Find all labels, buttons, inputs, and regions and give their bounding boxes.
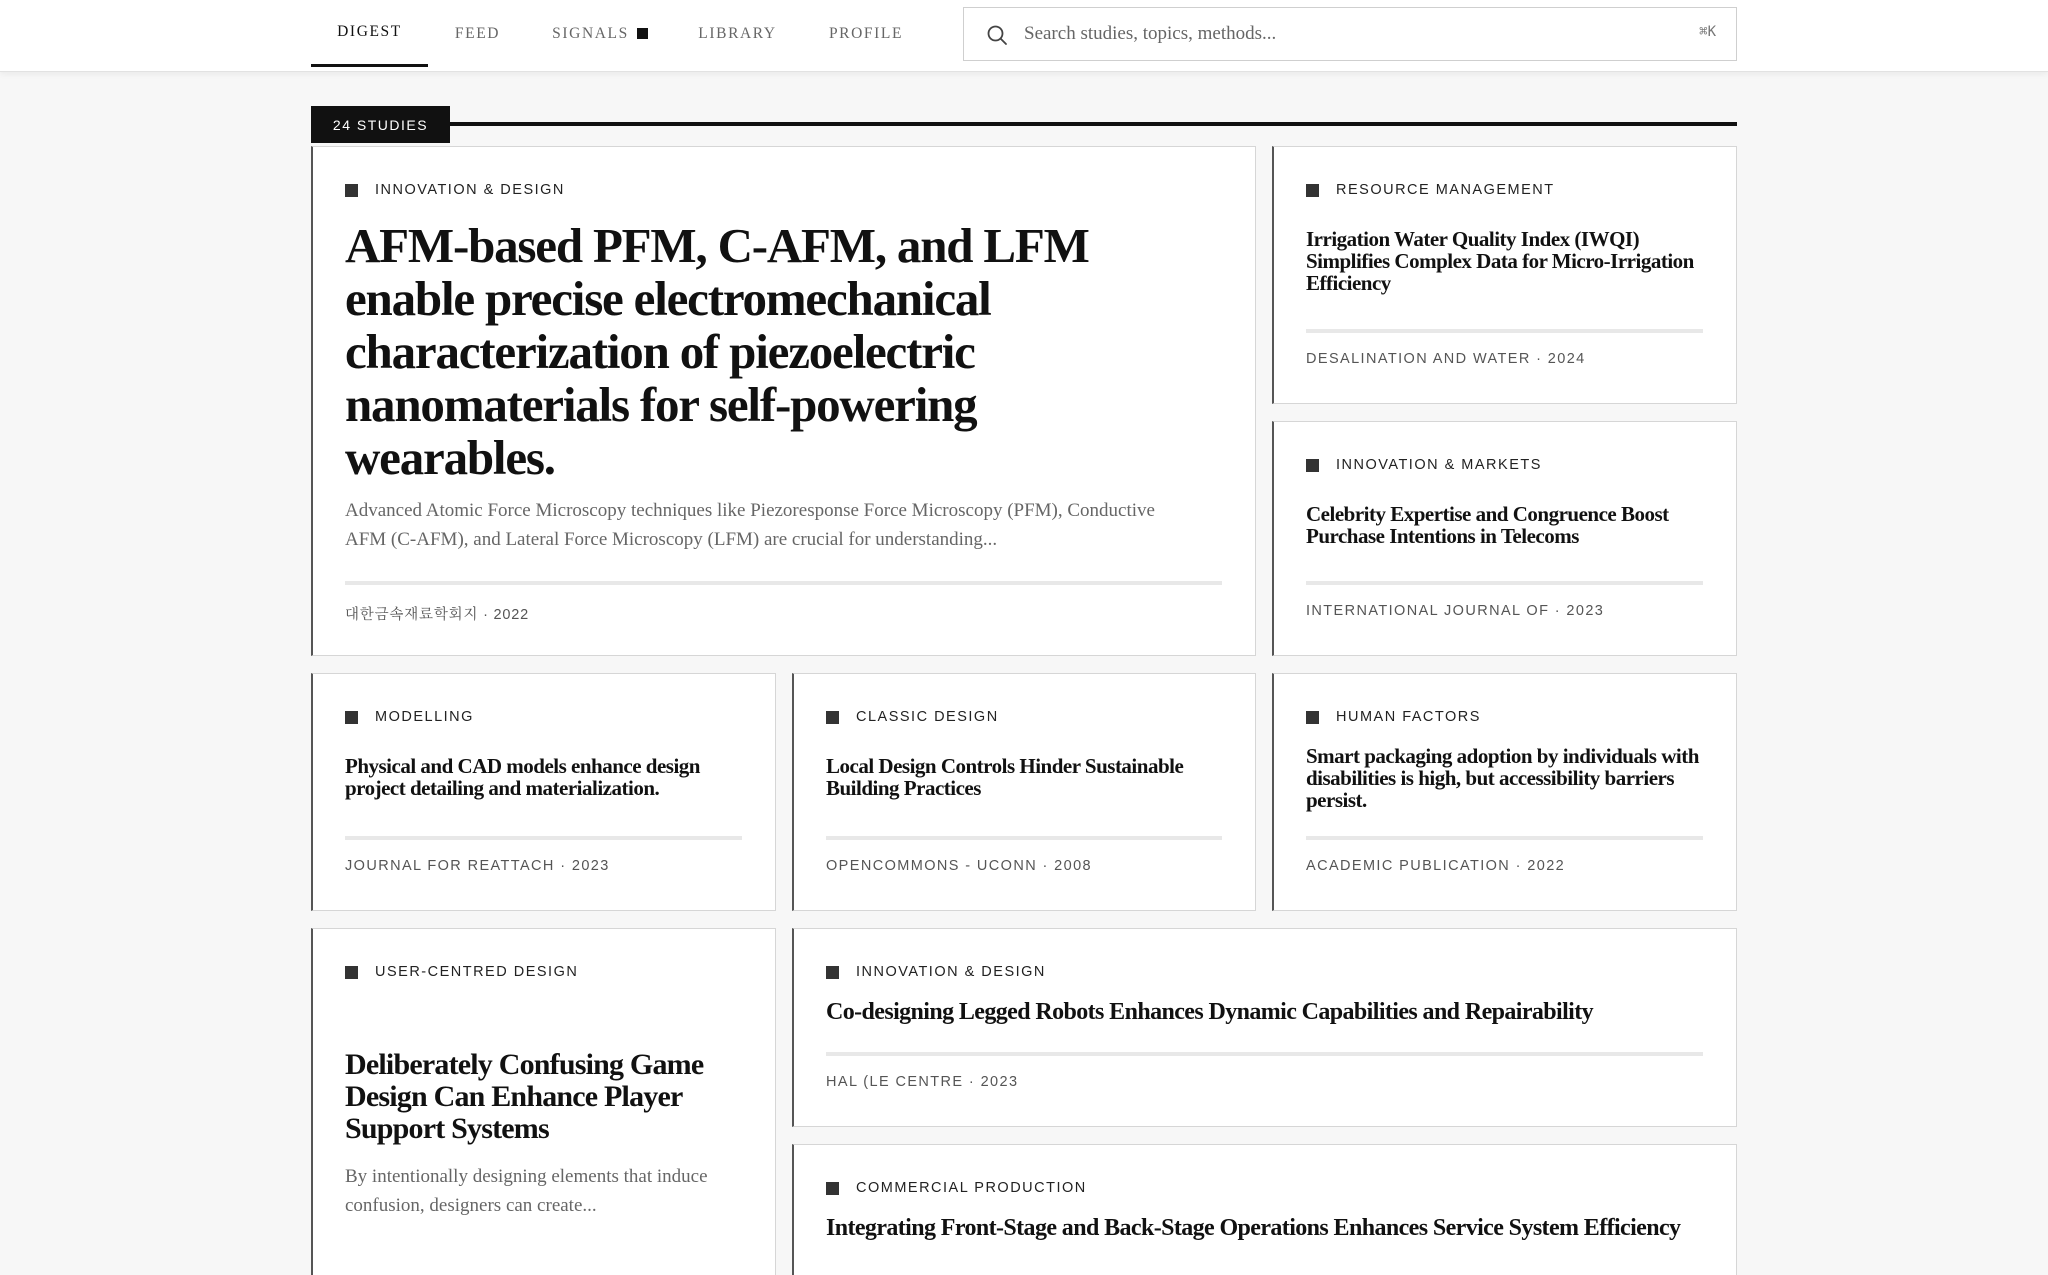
card-meta: 대한금속재료학회지 · 2022 bbox=[345, 607, 530, 623]
card-title[interactable]: Celebrity Expertise and Congruence Boost Purchase Intentions in Telecoms bbox=[1306, 502, 1669, 548]
tab-feed-label: FEED bbox=[454, 24, 501, 42]
tab-profile[interactable] bbox=[815, 0, 917, 67]
card-meta: DESALINATION AND WATER · 2024 bbox=[1306, 351, 1586, 367]
studies-count-badge bbox=[311, 106, 450, 143]
card-title[interactable]: Local Design Controls Hinder Sustainable Building Practices bbox=[826, 754, 1184, 800]
category-square-icon bbox=[826, 1182, 839, 1195]
card-meta: ACADEMIC PUBLICATION · 2022 bbox=[1306, 858, 1566, 874]
section-rule bbox=[450, 122, 1737, 126]
study-card[interactable] bbox=[1272, 146, 1737, 404]
card-category: HUMAN FACTORS bbox=[1306, 709, 1481, 725]
card-category: COMMERCIAL PRODUCTION bbox=[826, 1180, 1087, 1196]
card-divider bbox=[1306, 581, 1703, 585]
tab-profile-label: PROFILE bbox=[828, 24, 904, 42]
card-excerpt: By intentionally designing elements that induce confusion, designers can create... bbox=[345, 1166, 708, 1216]
card-category: RESOURCE MANAGEMENT bbox=[1306, 182, 1555, 198]
card-title[interactable]: Integrating Front-Stage and Back-Stage Operations Enhances Service System Efficiency bbox=[826, 1215, 1681, 1241]
tab-signals[interactable] bbox=[540, 0, 660, 67]
study-card[interactable] bbox=[1272, 673, 1737, 911]
card-category: INNOVATION & MARKETS bbox=[1306, 457, 1542, 473]
card-category: MODELLING bbox=[345, 709, 474, 725]
study-card[interactable] bbox=[792, 1144, 1737, 1275]
card-divider bbox=[826, 836, 1222, 840]
tab-digest[interactable] bbox=[311, 0, 428, 67]
card-title[interactable]: AFM-based PFM, C-AFM, and LFM enable precise electromechanical characterization of piezoelectric nanomaterials for self-powering wearables. bbox=[345, 218, 1089, 485]
card-category: INNOVATION & DESIGN bbox=[826, 964, 1046, 980]
card-title[interactable]: Irrigation Water Quality Index (IWQI) Simplifies Complex Data for Micro-Irrigation Efficiency bbox=[1306, 227, 1694, 295]
card-divider bbox=[1306, 836, 1703, 840]
card-category: CLASSIC DESIGN bbox=[826, 709, 999, 725]
tab-digest-label: DIGEST bbox=[337, 23, 402, 40]
card-title[interactable]: Smart packaging adoption by individuals with disabilities is high, but accessibility barriers persist. bbox=[1306, 744, 1699, 812]
card-meta: JOURNAL FOR REATTACH · 2023 bbox=[345, 858, 610, 874]
card-category: INNOVATION & DESIGN bbox=[345, 182, 565, 198]
signals-indicator-icon bbox=[637, 28, 648, 39]
category-square-icon bbox=[1306, 711, 1319, 724]
card-divider bbox=[826, 1052, 1703, 1056]
tab-signals-label: SIGNALS bbox=[552, 24, 629, 42]
card-category: USER-CENTRED DESIGN bbox=[345, 964, 578, 980]
top-navigation-bar bbox=[0, 0, 2048, 72]
category-square-icon bbox=[345, 184, 358, 197]
category-square-icon bbox=[1306, 459, 1319, 472]
study-card-featured[interactable] bbox=[311, 146, 1256, 656]
search-input[interactable] bbox=[1024, 8, 1644, 59]
studies-count-label: 24 STUDIES bbox=[332, 116, 429, 133]
card-meta: HAL (LE CENTRE · 2023 bbox=[826, 1074, 1019, 1090]
card-meta: INTERNATIONAL JOURNAL OF · 2023 bbox=[1306, 603, 1605, 619]
category-square-icon bbox=[1306, 184, 1319, 197]
tab-library-label: LIBRARY bbox=[698, 24, 777, 42]
card-title[interactable]: Co-designing Legged Robots Enhances Dynamic Capabilities and Repairability bbox=[826, 999, 1594, 1025]
study-card[interactable] bbox=[311, 673, 776, 911]
study-card[interactable] bbox=[1272, 421, 1737, 656]
card-divider bbox=[345, 581, 1222, 585]
study-card[interactable] bbox=[792, 928, 1737, 1127]
category-square-icon bbox=[345, 711, 358, 724]
category-square-icon bbox=[826, 966, 839, 979]
search-box[interactable] bbox=[963, 7, 1737, 61]
search-icon bbox=[986, 24, 1008, 46]
card-divider bbox=[345, 836, 742, 840]
card-title[interactable]: Physical and CAD models enhance design project detailing and materialization. bbox=[345, 754, 700, 800]
category-square-icon bbox=[345, 966, 358, 979]
search-shortcut-hint: ⌘K bbox=[1699, 24, 1716, 40]
card-title[interactable]: Deliberately Confusing Game Design Can Enhance Player Support Systems bbox=[345, 1048, 704, 1145]
card-excerpt: Advanced Atomic Force Microscopy techniques like Piezoresponse Force Microscopy (PFM), Conductive AFM (C-AFM), and Lateral Force Microscopy (LFM) are crucial for understanding... bbox=[345, 500, 1155, 550]
study-card[interactable] bbox=[311, 928, 776, 1275]
study-card[interactable] bbox=[792, 673, 1256, 911]
card-meta: OPENCOMMONS - UCONN · 2008 bbox=[826, 858, 1093, 874]
tab-feed[interactable] bbox=[436, 0, 519, 67]
tab-library[interactable] bbox=[685, 0, 790, 67]
card-divider bbox=[1306, 329, 1703, 333]
category-square-icon bbox=[826, 711, 839, 724]
